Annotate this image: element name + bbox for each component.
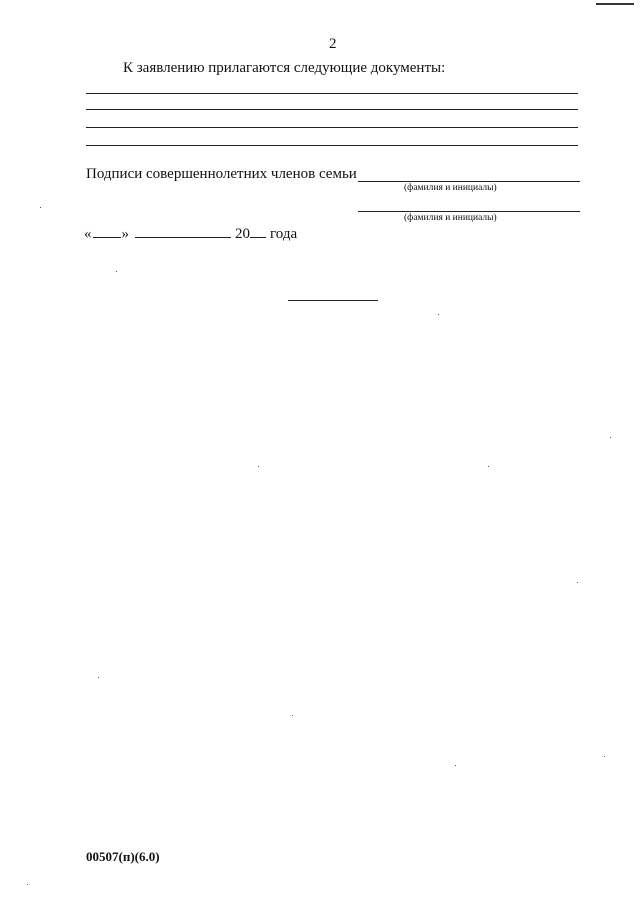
separator-line <box>288 300 378 301</box>
scan-speck <box>610 437 611 438</box>
document-entry-line-1 <box>86 93 578 94</box>
signature-line-2 <box>358 211 580 212</box>
signature-caption-2: (фамилия и инициалы) <box>404 213 497 223</box>
scan-speck <box>40 207 41 208</box>
form-code: 00507(п)(6.0) <box>86 849 160 864</box>
document-entry-line-3 <box>86 127 578 128</box>
scan-speck <box>258 466 259 467</box>
scan-speck <box>98 677 99 678</box>
scan-speck <box>292 715 293 716</box>
scan-speck <box>604 756 605 757</box>
signature-caption-1: (фамилия и инициалы) <box>404 183 497 193</box>
document-entry-line-4 <box>86 145 578 146</box>
attached-documents-heading: К заявлению прилагаются следующие документы: <box>123 60 446 76</box>
signatures-label: Подписи совершеннолетних членов семьи <box>86 166 357 182</box>
month-blank <box>135 223 231 238</box>
signature-line-1 <box>358 181 580 182</box>
document-entry-line-2 <box>86 109 578 110</box>
year-blank <box>250 223 266 238</box>
page-number: 2 <box>329 36 337 52</box>
date-suffix: года <box>270 226 298 242</box>
scan-speck <box>577 582 578 583</box>
scan-speck <box>455 765 456 766</box>
date-close-quote: » <box>121 226 129 242</box>
scan-speck <box>27 884 28 885</box>
date-open-quote: « <box>84 226 92 242</box>
corner-mark <box>596 3 634 5</box>
scan-speck <box>116 271 117 272</box>
scan-speck <box>438 314 439 315</box>
scan-speck <box>488 466 489 467</box>
year-prefix: 20 <box>235 226 250 242</box>
date-row <box>84 223 297 243</box>
day-blank <box>93 223 121 238</box>
